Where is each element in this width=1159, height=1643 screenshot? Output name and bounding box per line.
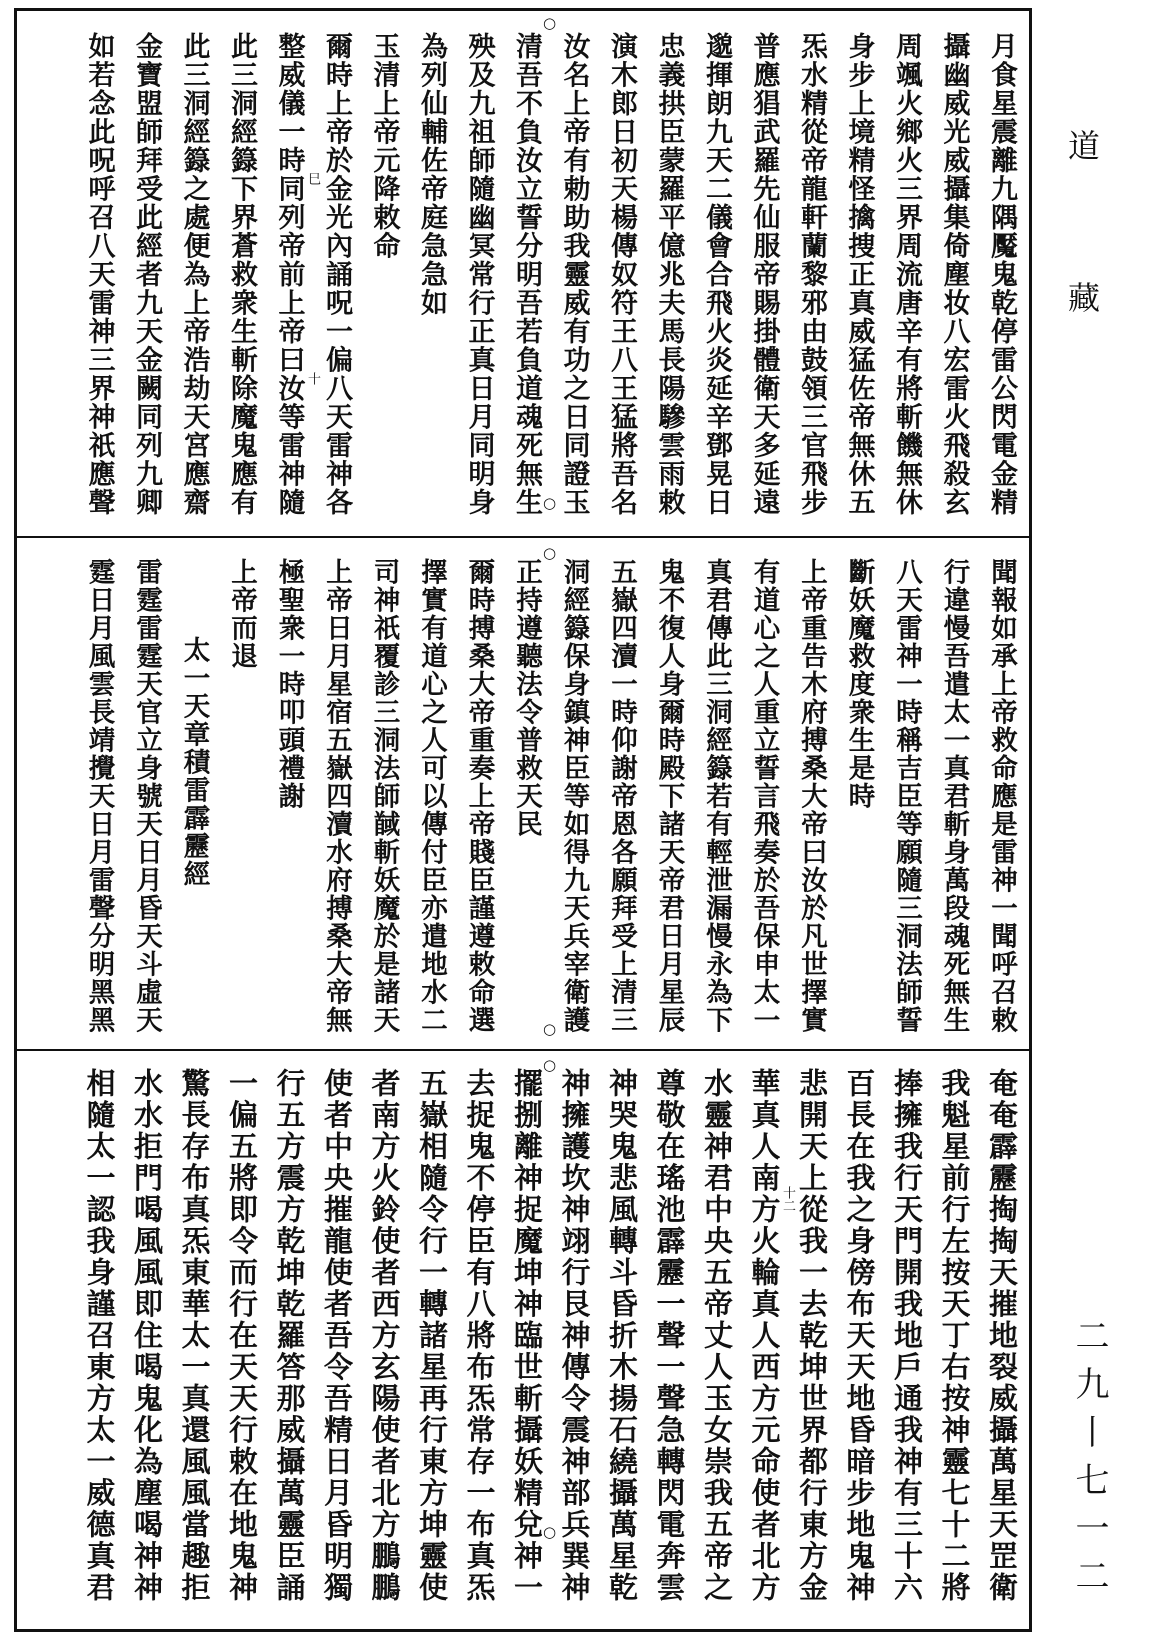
top-register [75, 14, 1025, 530]
text-column: 炁水精從帝龍軒蘭黎邪由鼓領三官飛步 [796, 32, 827, 517]
text-column: 正持遵聽法令普救天民 [511, 558, 542, 838]
text-column: 神擁護坎神翊行艮神傳令震神部兵巽神 [557, 1068, 592, 1604]
text-column: 殃及九祖師隨幽冥常行正真日月同明身 [463, 32, 495, 517]
text-column: 擇實有道心之人可以傳付臣亦遣地水二 [416, 558, 447, 1034]
text-column: 五嶽相隨令行一轉諸星再行東方坤靈使 [415, 1068, 449, 1604]
text-column: 水靈神君中央五帝丈人玉女崇我五帝之 [700, 1068, 734, 1604]
text-column: 霆日月風雲長靖攪天日月雷聲分明黑黑 [83, 558, 115, 1034]
scripture-title-column: 太一天章積雷霹靂經 [178, 636, 210, 888]
text-column: 上帝重告木府搏桑大帝曰汝於凡世擇實 [796, 558, 827, 1034]
block-circle-marker: ○ [542, 1020, 557, 1038]
page-number: 二九丨七一二 [1069, 1318, 1109, 1606]
text-column: 月食星震離九隅魘鬼乾停雷公閃電金精 [986, 32, 1017, 517]
text-column: 身步上境精怪擒捜正真威猛佐帝無休五 [843, 32, 875, 517]
text-column: 雷霆雷霆天官立身號天日月昏天斗虛天 [131, 558, 162, 1034]
text-column: 真君傳此三洞經籙若有輕泄漏慢永為下 [701, 558, 732, 1034]
block-circle-marker: ○ [542, 14, 557, 32]
text-column: 清吾不負汝立誓分明吾若負道魂死無生 [511, 32, 542, 517]
text-column: 相隨太一認我身謹召東方太一威德真君 [82, 1068, 117, 1604]
text-column: 為列仙輔佐帝庭急急如 [416, 32, 447, 317]
text-column: 擺捌離神捉魔坤神臨世斬攝妖精兌神一 [510, 1068, 544, 1604]
block-circle-marker: ○ [542, 1056, 557, 1074]
text-column: 悲開天上從我一去乾坤世界都行東方金 [795, 1068, 829, 1604]
text-column: 忠義拱臣蒙羅平億兆夫馬長陽驂雲雨敕 [653, 32, 685, 517]
text-column: 玉清上帝元降敕命 [368, 32, 400, 260]
text-column: 邈揮朗九天二儀會合飛火炎延辛鄧晃日 [701, 32, 732, 517]
text-column: 普應猖武羅先仙服帝賜掛體衛天多延遠 [748, 32, 780, 517]
canon-title-char: 藏 [1068, 279, 1101, 317]
text-column: 洞經籙保身鎮神臣等如得九天兵宰衛護 [558, 558, 590, 1034]
text-column: 斷妖魔救度衆生是時 [843, 558, 875, 810]
text-column: 捧擁我行天門開我地戶通我神有三十六 [890, 1068, 924, 1604]
text-column: 有道心之人重立誓言飛奏於吾保申太一 [748, 558, 780, 1034]
text-column: 爾時搏桑大帝重奏上帝賤臣謹遵敕命選 [463, 558, 495, 1034]
register-divider-lower [17, 1049, 1029, 1051]
text-column: 五嶽四瀆一時仰謝帝恩各願拜受上清三 [606, 558, 637, 1034]
text-column: 司神祇覆診三洞法師馘斬妖魔於是諸天 [368, 558, 400, 1034]
text-column: 者南方火鈴使者西方玄陽使者北方鵬鵬 [367, 1068, 402, 1604]
text-column: 我魁星前行左按天丁右按神靈七十二將 [937, 1068, 972, 1604]
text-column: 水水拒門喝風風即住喝鬼化為塵喝神神 [130, 1068, 164, 1604]
block-number-mark: 十 [305, 372, 320, 385]
text-column: 行五方震方乾坤乾羅答那威攝萬靈臣誦 [272, 1068, 307, 1604]
text-column: 爾時上帝於金光內誦呪一偏八天雷神各 [321, 32, 352, 517]
text-column: 奄奄霹靂掏掏天摧地裂威攝萬星天罡衛 [985, 1068, 1019, 1604]
text-column: 整威儀一時同列帝前上帝曰汝等雷神隨 [273, 32, 305, 517]
text-column: 金寶盟師拜受此經者九天金闕同列九卿 [131, 32, 162, 517]
text-column: 攝幽威光威攝集倚塵妆八宏雷火飛殺玄 [938, 32, 970, 517]
block-number-mark: 巳 [305, 172, 320, 185]
register-divider-upper [17, 536, 1029, 538]
text-column: 一偏五將即令而行在天天行敕在地鬼神 [225, 1068, 259, 1604]
text-column: 驚長存布真炁東華太一真還風風當趣拒 [177, 1068, 212, 1604]
text-column: 極聖衆一時叩頭禮謝 [273, 558, 305, 810]
block-number-mark: 十二 [780, 1186, 795, 1212]
block-circle-marker: ○ [542, 494, 557, 512]
text-column: 百長在我之身傍布天天地昏暗步地鬼神 [842, 1068, 877, 1604]
canon-title-char: 道 [1068, 127, 1101, 165]
text-column: 鬼不復人身爾時殿下諸天帝君日月星辰 [653, 558, 685, 1034]
text-column: 去捉鬼不停臣有八將布炁常存一布真炁 [462, 1068, 497, 1604]
block-circle-marker: ○ [542, 1523, 557, 1541]
text-column: 使者中央摧龍使者吾令吾精日月昏明獨 [320, 1068, 354, 1604]
text-column: 周颯火鄉火三界周流唐辛有將斬饑無休 [891, 32, 922, 517]
text-column: 行違慢吾遣太一真君斬身萬段魂死無生 [938, 558, 970, 1034]
text-column: 上帝日月星宿五嶽四瀆水府搏桑大帝無 [321, 558, 352, 1034]
text-column: 演木郎日初天楊傳奴符王八王猛將吾名 [606, 32, 637, 517]
block-circle-marker: ○ [542, 544, 557, 562]
text-column: 神哭鬼悲風轉斗昏折木揚石繞攝萬星乾 [605, 1068, 639, 1604]
middle-register [75, 544, 1025, 1044]
text-column: 上帝而退 [226, 558, 257, 670]
text-column: 八天雷神一時稱吉臣等願隨三洞法師誓 [891, 558, 922, 1034]
text-column: 此三洞經籙之處便為上帝浩劫天宮應齋 [178, 32, 210, 517]
text-column: 華真人南方火輪真人西方元命使者北方 [747, 1068, 782, 1604]
text-column: 聞報如承上帝救命應是雷神一聞呼召敕 [986, 558, 1017, 1034]
text-column: 尊敬在瑤池霹靂一聲一聲急轉閃電奔雲 [652, 1068, 687, 1604]
text-column: 如若念此呪呼召八天雷神三界神祇應聲 [83, 32, 115, 517]
text-column: 汝名上帝有勅助我靈威有功之日同證玉 [558, 32, 590, 517]
text-column: 此三洞經籙下界蒼救衆生斬除魔鬼應有 [226, 32, 257, 517]
